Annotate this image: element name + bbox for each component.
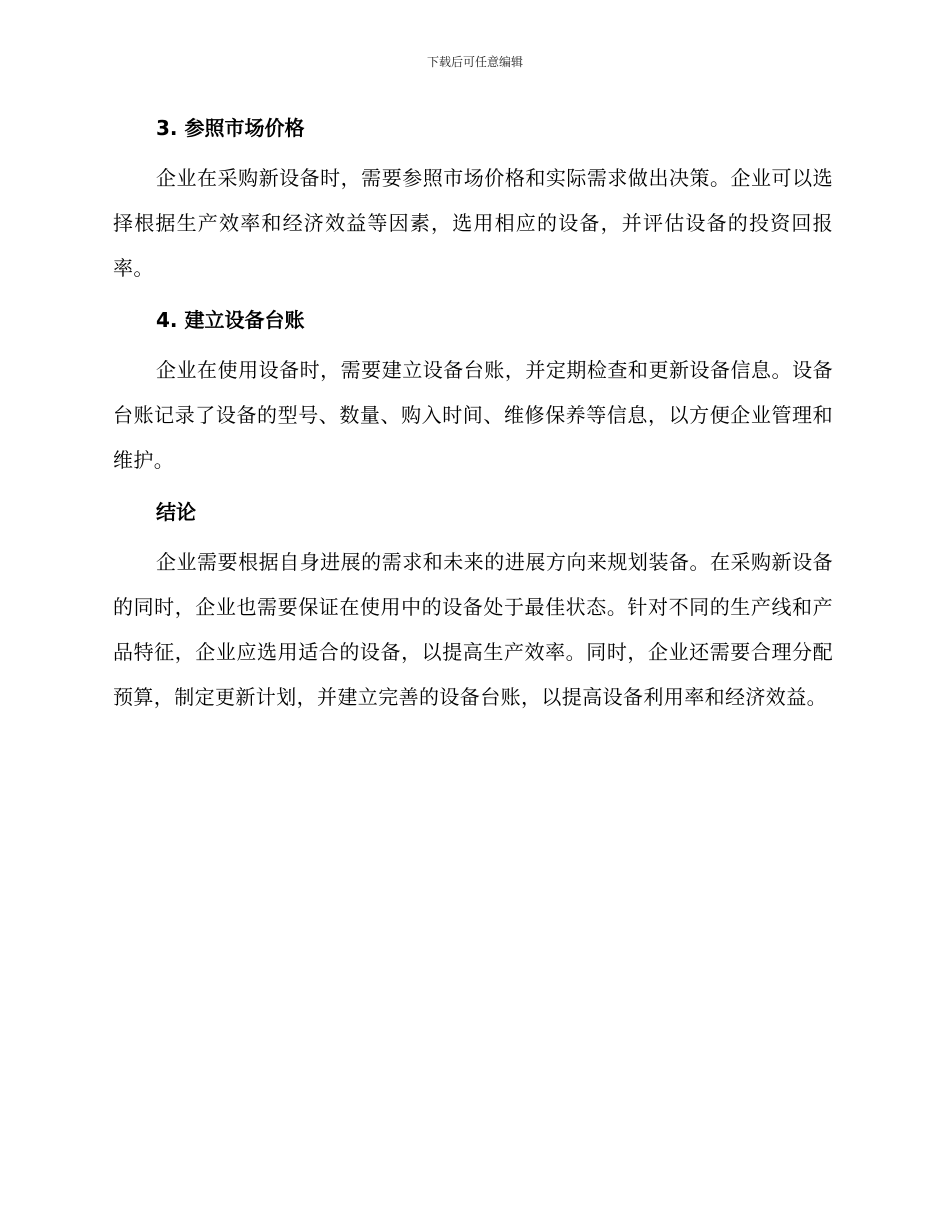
section-heading: 4. 建立设备台账 bbox=[156, 308, 305, 332]
document-body bbox=[113, 110, 833, 731]
section-market-price bbox=[113, 110, 833, 291]
section-paragraph: 企业在使用设备时，需要建立设备台账，并定期检查和更新设备信息。设备台账记录了设备的型号、数量、购入时间、维修保养等信息，以方便企业管理和维护。 bbox=[113, 358, 833, 472]
section-paragraph: 企业需要根据自身进展的需求和未来的进展方向来规划装备。在采购新设备的同时，企业也需要保证在使用中的设备处于最佳状态。针对不同的生产线和产品特征，企业应选用适合的设备，以提高生产效率。同时，企业还需要合理分配预算，制定更新计划，并建立完善的设备台账，以提高设备利用率和经济效益。 bbox=[113, 550, 833, 709]
section-equipment-ledger bbox=[113, 302, 833, 483]
section-heading: 3. 参照市场价格 bbox=[156, 116, 305, 140]
section-paragraph: 企业在采购新设备时，需要参照市场价格和实际需求做出决策。企业可以选择根据生产效率和经济效益等因素，选用相应的设备，并评估设备的投资回报率。 bbox=[113, 166, 833, 280]
section-conclusion bbox=[113, 494, 833, 720]
page-header-note: 下载后可任意编辑 bbox=[426, 55, 523, 69]
section-heading: 结论 bbox=[156, 500, 196, 524]
